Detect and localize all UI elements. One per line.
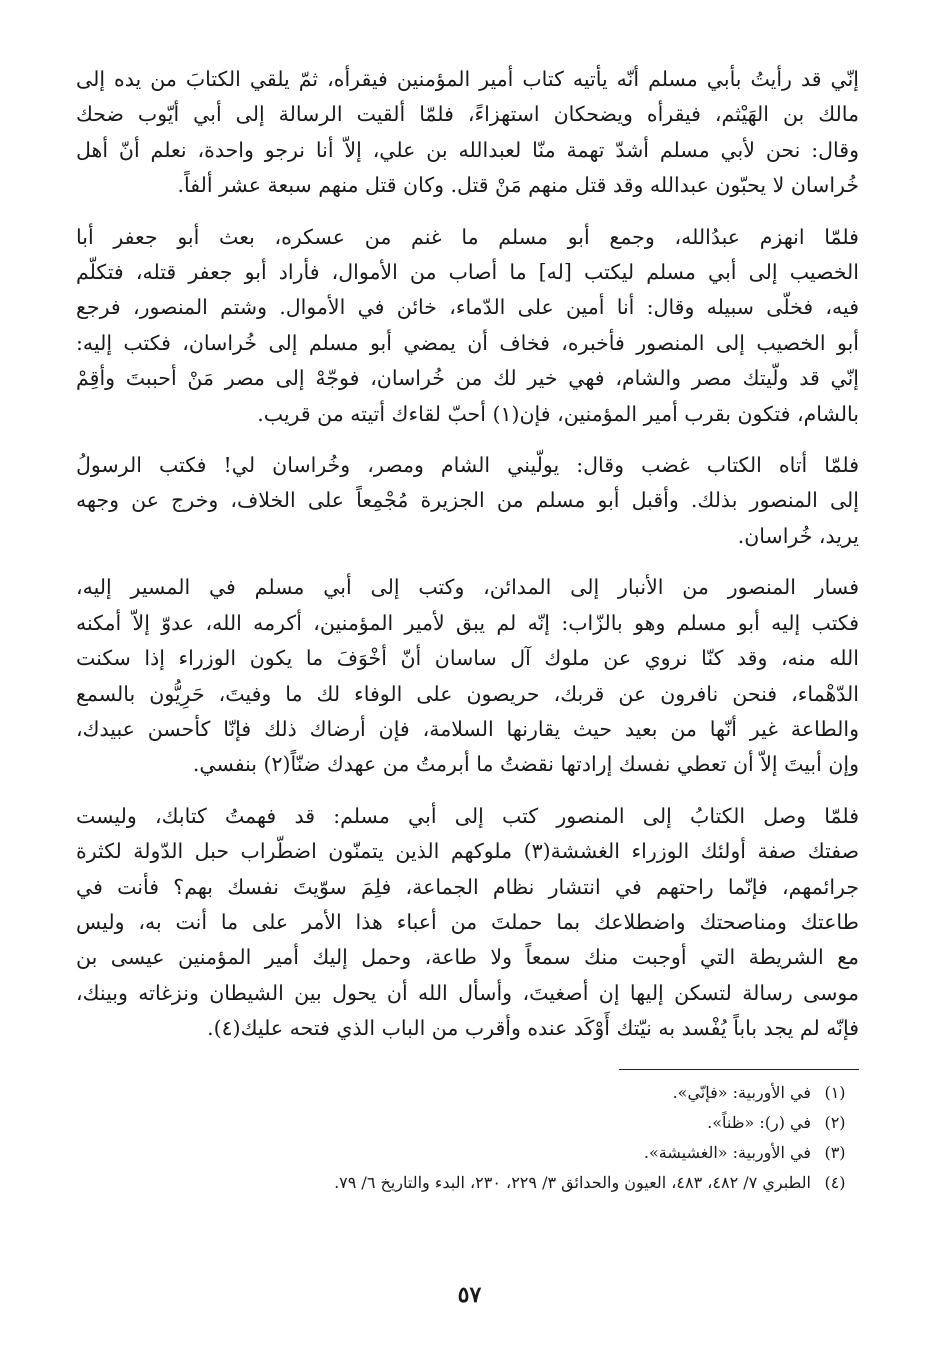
text-line: طاعتك ومناصحتك واضطلاعك بما حملتَ من أعباء هذا الأمر على ما أنت به، وليس bbox=[76, 909, 859, 934]
text-line: مالك بن الهَيْثم، فيقرأه ويضحكان استهزاءً، فلمّا ألقيت الرسالة إلى أبي أيّوب ضحك bbox=[76, 102, 859, 127]
text-line: فإنّه لم يجد باباً يُفْسد به نيّتك أَوْكَد عنده وأقرب من الباب الذي فتحه عليك(٤). bbox=[207, 1016, 859, 1041]
text-line: فلمّا وصل الكتابُ إلى المنصور كتب إلى أبي مسلم: قد فهمتُ كتابك، وليست bbox=[76, 803, 859, 828]
text-line: الخصيب إلى أبي مسلم ليكتب [له] ما أصاب من الأموال، فأراد أبو جعفر قتله، فتكلّم bbox=[76, 260, 859, 285]
footnote-number: (٤) bbox=[824, 1172, 846, 1192]
text-line: الله منه، وقد كنّا نروي عن ملوك آل ساسان أنّ أخْوَفَ ما يكون الوزراء إذا سكنت bbox=[76, 646, 859, 671]
text-line: موسى رسالة لتسكن إليها إن أصغيتَ، وأسأل الله أن يحول بين الشيطان ونزغاته وبينك، bbox=[76, 980, 859, 1005]
text-line: الدّهْماء، فنحن نافرون عن قربك، حريصون على الوفاء لك ما وفيتَ، حَرِيُّون بالسمع bbox=[76, 681, 859, 706]
paragraph bbox=[76, 570, 859, 782]
paragraph bbox=[76, 799, 859, 1047]
text-line: خُراسان لا يحبّون عبدالله وقد قتل منهم مَنْ قتل. وكان قتل منهم سبعة عشر ألفاً. bbox=[177, 173, 859, 198]
paragraph bbox=[76, 220, 859, 432]
footnote-text: في الأوربية: «فإنّي». bbox=[672, 1082, 811, 1102]
body-text bbox=[76, 62, 859, 1047]
footnote-number: (٢) bbox=[824, 1112, 846, 1132]
paragraph bbox=[76, 62, 859, 204]
text-line: إلى المنصور بذلك. وأقبل أبو مسلم من الجزيرة مُجْمِعاً على الخلاف، وخرج عن وجهه bbox=[76, 488, 859, 513]
text-line: أبو الخصيب إلى المنصور فأخبره، فخاف أن يمضي أبو مسلم إلى خُراسان، فكتب إليه: bbox=[76, 330, 859, 355]
footnote bbox=[76, 1078, 859, 1108]
text-line: وإن أبيتَ إلاّ أن تعطي نفسك إرادتها نقضتُ ما أبرمتُ من عهدك ضنّاً(٢) بنفسي. bbox=[192, 752, 859, 777]
footnote bbox=[76, 1138, 859, 1168]
text-line: يريد، خُراسان. bbox=[737, 523, 859, 548]
text-line: جرائمهم، فإنّما راحتهم في انتشار نظام الجماعة، فلِمَ سوّيتَ نفسك بهم؟ فأنت في bbox=[76, 874, 859, 899]
footnote-text: في (ر): «ظناً». bbox=[707, 1112, 811, 1132]
paragraph bbox=[76, 448, 859, 554]
text-line: إنّي قد ولّيتك مصر والشام، فهي خير لك من خُراسان، فوجّهْ إلى مصر مَنْ أحببتَ وأقِمْ bbox=[76, 366, 859, 391]
footnote-number: (١) bbox=[824, 1082, 846, 1102]
footnote bbox=[76, 1108, 859, 1138]
text-line: مع الشريطة التي أوجبت منك سمعاً ولا طاعة، وحمل إليك أمير المؤمنين عيسى بن bbox=[76, 945, 859, 970]
footnote-separator bbox=[619, 1069, 859, 1070]
page-number: ٥٧ bbox=[457, 1282, 482, 1308]
footnote bbox=[76, 1168, 859, 1198]
text-line: فكتب إليه أبو مسلم وهو بالزّاب: إنّه لم يبق لأمير المؤمنين، أكرمه الله، عدوّ إلاّ أمكنه bbox=[76, 610, 859, 635]
text-line: إنّي قد رأيتُ بأبي مسلم أنّه يأتيه كتاب أمير المؤمنين فيقرأه، ثمّ يلقي الكتابَ من يده إلى bbox=[76, 67, 859, 91]
footnote-text: في الأوربية: «الغشيشة». bbox=[643, 1142, 811, 1162]
footnote-text: الطبري ٧/ ٤٨٢، ٤٨٣، العيون والحدائق ٣/ ٢٢٩، ٢٣٠، البدء والتاريخ ٦/ ٧٩. bbox=[334, 1172, 811, 1192]
text-line: فلمّا أتاه الكتاب غضب وقال: يولّيني الشام ومصر، وخُراسان لي! فكتب الرسولُ bbox=[76, 453, 859, 478]
text-line: فسار المنصور من الأنبار إلى المدائن، وكتب إلى أبي مسلم في المسير إليه، bbox=[76, 575, 859, 600]
text-line: فلمّا انهزم عبدُالله، وجمع أبو مسلم ما غنم من عسكره، بعث أبو جعفر أبا bbox=[76, 224, 859, 249]
text-line: بالشام، فتكون بقرب أمير المؤمنين، فإن(١) أحبّ لقاءك أتيته من قريب. bbox=[257, 401, 859, 426]
text-line: صفتك صفة أولئك الوزراء الغششة(٣) ملوكهم الذين يتمنّون اضطّراب حبل الدّولة لكثرة bbox=[76, 839, 859, 864]
footnote-number: (٣) bbox=[824, 1142, 846, 1162]
footnotes bbox=[76, 1078, 859, 1198]
text-line: فيه، فخلّى سبيله وقال: أنا أمين على الدّماء، خائن في الأموال. وشتم المنصور، فرجع bbox=[76, 295, 859, 320]
text-line: وقال: نحن لأبي مسلم أشدّ تهمة منّا لعبدالله بن علي، إلاّ أنا نرجو واحدة، نعلم أنّ أهل bbox=[76, 137, 859, 162]
text-line: والطاعة غير أنّها من بعيد حيث يقارنها السلامة، فإن أرضاك ذلك فإنّا كأحسن عبيدك، bbox=[76, 716, 859, 741]
